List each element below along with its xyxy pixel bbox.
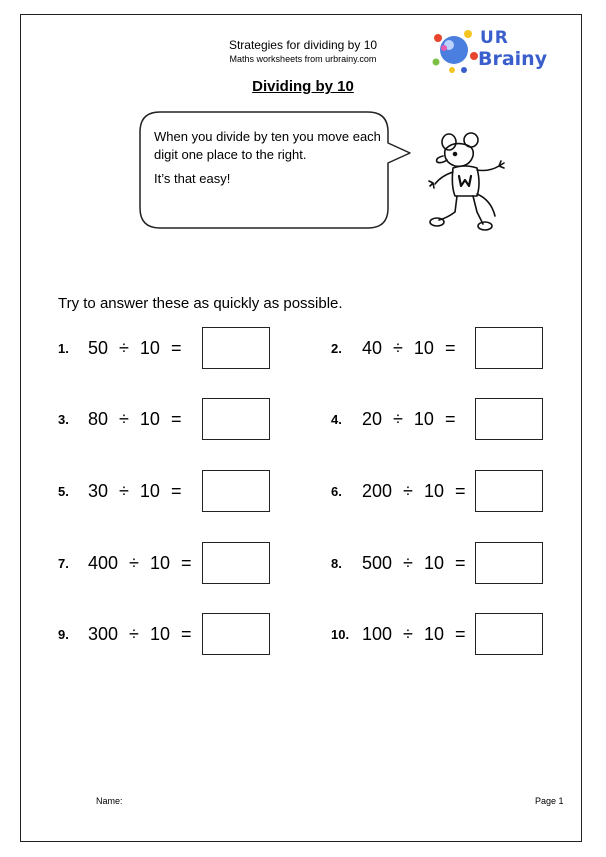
question-expression	[88, 624, 191, 645]
answer-box[interactable]	[475, 613, 543, 655]
equals-symbol: =	[170, 337, 182, 358]
question-number: 2.	[331, 340, 342, 356]
logo-text-brainy: Brainy	[478, 48, 548, 70]
bubble-line-1: When you divide by ten you move each digit one place to the right.	[154, 129, 381, 162]
question-expression	[362, 409, 455, 430]
dividend: 20	[362, 408, 383, 429]
question-item	[58, 470, 181, 512]
divide-symbol: ÷	[403, 552, 413, 573]
question-number: 4.	[331, 411, 342, 427]
name-label: Name:	[96, 796, 123, 806]
answer-box[interactable]	[202, 470, 270, 512]
equals-symbol: =	[170, 408, 182, 429]
question-item	[331, 542, 465, 584]
equals-symbol: =	[170, 480, 182, 501]
equals-symbol: =	[454, 552, 466, 573]
dividend: 40	[362, 337, 383, 358]
divisor: 10	[149, 552, 170, 573]
worksheet-header-title: Strategies for dividing by 10	[228, 38, 378, 52]
divisor: 10	[423, 480, 444, 501]
dividend: 300	[88, 623, 119, 644]
logo-balloon-icon	[430, 26, 480, 80]
dividend: 200	[362, 480, 393, 501]
divide-symbol: ÷	[403, 623, 413, 644]
question-item	[58, 398, 181, 440]
question-expression	[88, 338, 181, 359]
divide-symbol: ÷	[119, 480, 129, 501]
question-number: 3.	[58, 411, 69, 427]
question-item	[58, 542, 191, 584]
question-expression	[88, 481, 181, 502]
question-number: 7.	[58, 555, 69, 571]
dividend: 30	[88, 480, 109, 501]
divide-symbol: ÷	[393, 337, 403, 358]
divisor: 10	[149, 623, 170, 644]
question-item	[58, 327, 181, 369]
divisor: 10	[139, 408, 160, 429]
worksheet-header-subtitle: Maths worksheets from urbrainy.com	[229, 54, 377, 64]
divide-symbol: ÷	[129, 623, 139, 644]
answer-box[interactable]	[202, 327, 270, 369]
mascot-mouse-icon	[425, 128, 515, 238]
divide-symbol: ÷	[119, 408, 129, 429]
dividend: 500	[362, 552, 393, 573]
question-number: 10.	[331, 626, 350, 642]
divide-symbol: ÷	[403, 480, 413, 501]
question-expression	[88, 409, 181, 430]
equals-symbol: =	[180, 623, 192, 644]
bubble-line-2: It’s that easy!	[154, 171, 231, 186]
equals-symbol: =	[444, 337, 456, 358]
divisor: 10	[413, 337, 434, 358]
instruction-text: Try to answer these as quickly as possible.	[58, 295, 343, 312]
question-expression	[362, 338, 455, 359]
answer-box[interactable]	[202, 613, 270, 655]
answer-box[interactable]	[475, 398, 543, 440]
dividend: 100	[362, 623, 393, 644]
divide-symbol: ÷	[393, 408, 403, 429]
question-item	[331, 613, 465, 655]
dividend: 400	[88, 552, 119, 573]
answer-box[interactable]	[202, 542, 270, 584]
urbrainy-logo	[430, 26, 550, 80]
answer-box[interactable]	[475, 470, 543, 512]
answer-box[interactable]	[202, 398, 270, 440]
question-number: 8.	[331, 555, 342, 571]
divisor: 10	[423, 623, 444, 644]
question-item	[331, 398, 455, 440]
divisor: 10	[413, 408, 434, 429]
divide-symbol: ÷	[129, 552, 139, 573]
question-expression	[362, 624, 465, 645]
logo-text-ur: UR	[480, 28, 509, 48]
question-number: 1.	[58, 340, 69, 356]
question-item	[331, 470, 465, 512]
question-number: 9.	[58, 626, 69, 642]
question-expression	[362, 481, 465, 502]
divisor: 10	[423, 552, 444, 573]
divisor: 10	[139, 480, 160, 501]
divide-symbol: ÷	[119, 337, 129, 358]
equals-symbol: =	[444, 408, 456, 429]
dividend: 80	[88, 408, 109, 429]
equals-symbol: =	[180, 552, 192, 573]
question-number: 5.	[58, 483, 69, 499]
question-item	[58, 613, 191, 655]
answer-box[interactable]	[475, 542, 543, 584]
answer-box[interactable]	[475, 327, 543, 369]
divisor: 10	[139, 337, 160, 358]
speech-bubble-text	[154, 128, 394, 194]
equals-symbol: =	[454, 623, 466, 644]
equals-symbol: =	[454, 480, 466, 501]
page-number: Page 1	[535, 796, 564, 806]
question-number: 6.	[331, 483, 342, 499]
dividend: 50	[88, 337, 109, 358]
page-title: Dividing by 10	[252, 78, 354, 95]
question-item	[331, 327, 455, 369]
question-expression	[362, 553, 465, 574]
question-expression	[88, 553, 191, 574]
